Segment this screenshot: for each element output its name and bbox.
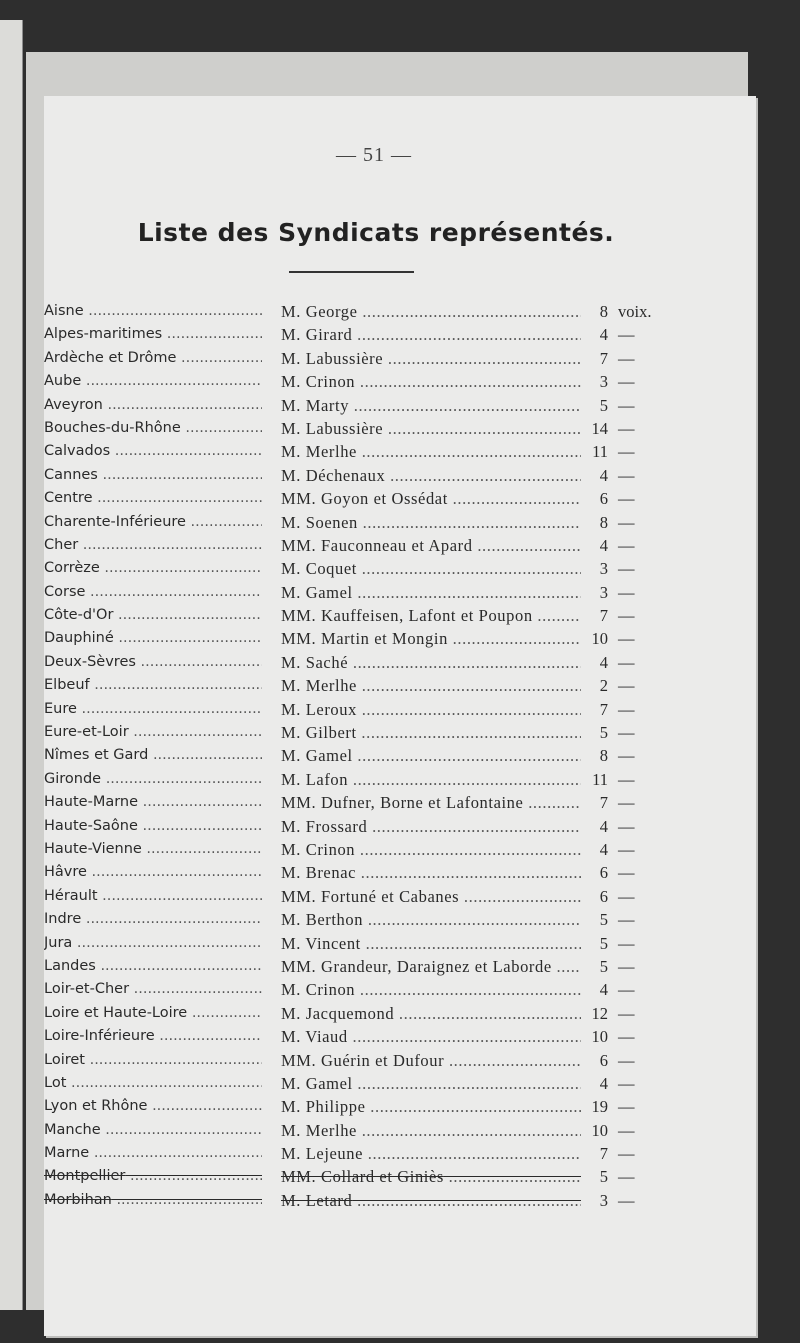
page-stack — [26, 52, 748, 1310]
delegate-name: M. Crinon ..... — [281, 978, 581, 1001]
list-item — [44, 604, 756, 627]
delegate-name: M. Merlhe ..... — [281, 1119, 581, 1142]
delegate-name: M. Crinon ..... — [281, 370, 581, 393]
list-item — [44, 1142, 756, 1165]
vote-count: 5 — [599, 1167, 608, 1187]
list-item — [44, 557, 756, 580]
delegate-name: MM. Collard et Giniès ..... — [281, 1165, 581, 1188]
vote-count: 8 — [599, 512, 608, 532]
syndicat-name: Loire-Inférieure ..... — [44, 1025, 262, 1048]
vote-count: 4 — [599, 535, 608, 555]
list-item — [44, 1189, 756, 1212]
list-item — [44, 347, 756, 370]
vote-count: 3 — [599, 559, 608, 579]
vote-count: 3 — [599, 582, 608, 602]
vote-unit: — — [618, 442, 635, 462]
delegate-name: M. Lafon ..... — [281, 768, 581, 791]
list-item — [44, 838, 756, 861]
vote-count: 19 — [591, 1097, 608, 1117]
syndicat-name: Haute-Saône ..... — [44, 815, 262, 838]
vote-count: 12 — [591, 1003, 608, 1023]
syndicat-name: Manche ..... — [44, 1119, 262, 1142]
vote-count: 4 — [599, 1073, 608, 1093]
syndicat-name: Hérault ..... — [44, 885, 262, 908]
delegate-name: MM. Fauconneau et Apard ..... — [281, 534, 581, 557]
vote-count: 7 — [599, 606, 608, 626]
vote-count: 6 — [599, 863, 608, 883]
vote-count: 10 — [591, 1027, 608, 1047]
list-item — [44, 417, 756, 440]
vote-count: 4 — [599, 652, 608, 672]
syndicat-name: Loir-et-Cher ..... — [44, 978, 262, 1001]
syndicat-name: Cher ..... — [44, 534, 262, 557]
list-item — [44, 534, 756, 557]
list-item — [44, 511, 756, 534]
vote-unit: — — [618, 1120, 635, 1140]
syndicat-name: Loiret ..... — [44, 1049, 262, 1072]
syndicat-name: Cannes ..... — [44, 464, 262, 487]
syndicat-name: Nîmes et Gard ..... — [44, 744, 262, 767]
syndicat-name: Morbihan ..... — [44, 1189, 262, 1212]
vote-unit: — — [618, 1097, 635, 1117]
syndicat-name: Haute-Marne ..... — [44, 791, 262, 814]
delegate-name: M. Viaud ..... — [281, 1025, 581, 1048]
syndicat-name: Aube ..... — [44, 370, 262, 393]
delegate-name: M. Lejeune ..... — [281, 1142, 581, 1165]
vote-unit: — — [618, 863, 635, 883]
title-rule — [289, 271, 414, 273]
delegate-name: M. Berthon ..... — [281, 908, 581, 931]
vote-unit: voix. — [618, 302, 652, 321]
list-item — [44, 581, 756, 604]
syndicats-list — [44, 300, 756, 1212]
vote-unit: — — [618, 325, 635, 345]
syndicat-name: Marne ..... — [44, 1142, 262, 1165]
syndicat-name: Eure-et-Loir ..... — [44, 721, 262, 744]
list-item — [44, 698, 756, 721]
delegate-name: M. Jacquemond ..... — [281, 1002, 581, 1025]
syndicat-name: Calvados ..... — [44, 440, 262, 463]
vote-count: 7 — [599, 348, 608, 368]
vote-count: 8 — [599, 302, 608, 321]
delegate-name: M. Gilbert ..... — [281, 721, 581, 744]
delegate-name: MM. Guérin et Dufour ..... — [281, 1049, 581, 1072]
syndicat-name: Gironde ..... — [44, 768, 262, 791]
vote-count: 10 — [591, 629, 608, 649]
delegate-name: MM. Grandeur, Daraignez et Laborde ..... — [281, 955, 581, 978]
vote-unit: — — [618, 699, 635, 719]
syndicat-name: Lyon et Rhône ..... — [44, 1095, 262, 1118]
list-item — [44, 323, 756, 346]
list-item — [44, 1049, 756, 1072]
delegate-name: M. Merlhe ..... — [281, 440, 581, 463]
delegate-name: M. Coquet ..... — [281, 557, 581, 580]
delegate-name: M. Soenen ..... — [281, 511, 581, 534]
vote-unit: — — [618, 746, 635, 766]
vote-count: 4 — [599, 980, 608, 1000]
vote-unit: — — [618, 1050, 635, 1070]
vote-count: 10 — [591, 1120, 608, 1140]
syndicat-name: Deux-Sèvres ..... — [44, 651, 262, 674]
syndicat-name: Charente-Inférieure ..... — [44, 511, 262, 534]
vote-unit: — — [618, 769, 635, 789]
syndicat-name: Loire et Haute-Loire ..... — [44, 1002, 262, 1025]
delegate-name: M. Merlhe ..... — [281, 674, 581, 697]
vote-unit: — — [618, 629, 635, 649]
vote-count: 3 — [599, 372, 608, 392]
vote-unit: — — [618, 933, 635, 953]
vote-unit: — — [618, 395, 635, 415]
syndicat-name: Alpes-maritimes ..... — [44, 323, 262, 346]
list-item — [44, 861, 756, 884]
vote-unit: — — [618, 1167, 635, 1187]
syndicat-name: Eure ..... — [44, 698, 262, 721]
vote-count: 7 — [599, 1144, 608, 1164]
syndicat-name: Elbeuf ..... — [44, 674, 262, 697]
vote-count: 5 — [599, 723, 608, 743]
vote-count: 4 — [599, 325, 608, 345]
vote-count: 7 — [599, 699, 608, 719]
delegate-name: M. George ..... — [281, 300, 581, 323]
vote-unit: — — [618, 1073, 635, 1093]
delegate-name: M. Frossard ..... — [281, 815, 581, 838]
list-item — [44, 487, 756, 510]
syndicat-name: Montpellier ..... — [44, 1165, 262, 1188]
list-item — [44, 1119, 756, 1142]
previous-page-edge — [0, 20, 23, 1310]
page-number: — 51 — — [336, 144, 412, 166]
vote-unit: — — [618, 1144, 635, 1164]
vote-count: 4 — [599, 465, 608, 485]
vote-count: 11 — [592, 769, 608, 789]
list-item — [44, 651, 756, 674]
list-item — [44, 744, 756, 767]
vote-unit: — — [618, 652, 635, 672]
vote-unit: — — [618, 723, 635, 743]
vote-count: 4 — [599, 839, 608, 859]
delegate-name: M. Déchenaux ..... — [281, 464, 581, 487]
delegate-name: M. Brenac ..... — [281, 861, 581, 884]
vote-count: 14 — [591, 418, 608, 438]
vote-unit: — — [618, 348, 635, 368]
vote-count: 3 — [599, 1190, 608, 1210]
syndicat-name: Côte-d'Or ..... — [44, 604, 262, 627]
delegate-name: M. Gamel ..... — [281, 581, 581, 604]
delegate-name: M. Marty ..... — [281, 394, 581, 417]
vote-count: 6 — [599, 886, 608, 906]
vote-unit: — — [618, 1190, 635, 1210]
delegate-name: M. Letard ..... — [281, 1189, 581, 1212]
vote-unit: — — [618, 1003, 635, 1023]
vote-unit: — — [618, 535, 635, 555]
list-item — [44, 932, 756, 955]
syndicat-name: Indre ..... — [44, 908, 262, 931]
vote-unit: — — [618, 886, 635, 906]
vote-count: 5 — [599, 956, 608, 976]
delegate-name: MM. Dufner, Borne et Lafontaine ..... — [281, 791, 581, 814]
vote-unit: — — [618, 559, 635, 579]
delegate-name: MM. Kauffeisen, Lafont et Poupon ..... — [281, 604, 581, 627]
list-item — [44, 791, 756, 814]
syndicat-name: Dauphiné ..... — [44, 627, 262, 650]
syndicat-name: Aisne ..... — [44, 300, 262, 323]
syndicat-name: Corse ..... — [44, 581, 262, 604]
list-item — [44, 815, 756, 838]
delegate-name: M. Crinon ..... — [281, 838, 581, 861]
vote-unit: — — [618, 489, 635, 509]
delegate-name: M. Gamel ..... — [281, 1072, 581, 1095]
syndicat-name: Hâvre ..... — [44, 861, 262, 884]
syndicat-name: Landes ..... — [44, 955, 262, 978]
vote-unit: — — [618, 816, 635, 836]
list-item — [44, 1095, 756, 1118]
vote-unit: — — [618, 839, 635, 859]
list-item — [44, 908, 756, 931]
syndicat-name: Bouches-du-Rhône ..... — [44, 417, 262, 440]
vote-unit: — — [618, 465, 635, 485]
list-item — [44, 768, 756, 791]
delegate-name: M. Girard ..... — [281, 323, 581, 346]
syndicat-name: Ardèche et Drôme ..... — [44, 347, 262, 370]
list-item — [44, 440, 756, 463]
syndicat-name: Aveyron ..... — [44, 394, 262, 417]
vote-unit: — — [618, 1027, 635, 1047]
list-item — [44, 978, 756, 1001]
delegate-name: M. Labussière ..... — [281, 417, 581, 440]
vote-unit: — — [618, 956, 635, 976]
vote-count: 11 — [592, 442, 608, 462]
vote-count: 6 — [599, 489, 608, 509]
delegate-name: M. Labussière ..... — [281, 347, 581, 370]
delegate-name: MM. Martin et Mongin ..... — [281, 627, 581, 650]
vote-unit: — — [618, 793, 635, 813]
vote-unit: — — [618, 512, 635, 532]
document-page — [44, 96, 756, 1336]
list-item — [44, 885, 756, 908]
vote-count: 2 — [599, 676, 608, 696]
vote-unit: — — [618, 418, 635, 438]
vote-unit: — — [618, 372, 635, 392]
syndicat-name: Centre ..... — [44, 487, 262, 510]
list-item — [44, 464, 756, 487]
syndicat-name: Corrèze ..... — [44, 557, 262, 580]
delegate-name: M. Gamel ..... — [281, 744, 581, 767]
vote-unit: — — [618, 606, 635, 626]
list-item — [44, 1165, 756, 1188]
vote-unit: — — [618, 582, 635, 602]
delegate-name: M. Saché ..... — [281, 651, 581, 674]
vote-count: 5 — [599, 910, 608, 930]
syndicat-name: Lot ..... — [44, 1072, 262, 1095]
list-item — [44, 370, 756, 393]
list-item — [44, 394, 756, 417]
list-item — [44, 627, 756, 650]
vote-count: 7 — [599, 793, 608, 813]
vote-unit: — — [618, 910, 635, 930]
vote-count: 4 — [599, 816, 608, 836]
delegate-name: M. Philippe ..... — [281, 1095, 581, 1118]
vote-unit: — — [618, 980, 635, 1000]
delegate-name: MM. Goyon et Ossédat ..... — [281, 487, 581, 510]
vote-count: 8 — [599, 746, 608, 766]
delegate-name: MM. Fortuné et Cabanes ..... — [281, 885, 581, 908]
page-title: Liste des Syndicats représentés. — [137, 218, 615, 247]
list-item — [44, 1072, 756, 1095]
syndicat-name: Jura ..... — [44, 932, 262, 955]
vote-count: 5 — [599, 933, 608, 953]
syndicat-name: Haute-Vienne ..... — [44, 838, 262, 861]
vote-count: 5 — [599, 395, 608, 415]
delegate-name: M. Vincent ..... — [281, 932, 581, 955]
list-item — [44, 300, 756, 323]
vote-unit: — — [618, 676, 635, 696]
list-item — [44, 674, 756, 697]
list-item — [44, 955, 756, 978]
vote-count: 6 — [599, 1050, 608, 1070]
delegate-name: M. Leroux ..... — [281, 698, 581, 721]
list-item — [44, 1002, 756, 1025]
list-item — [44, 1025, 756, 1048]
list-item — [44, 721, 756, 744]
